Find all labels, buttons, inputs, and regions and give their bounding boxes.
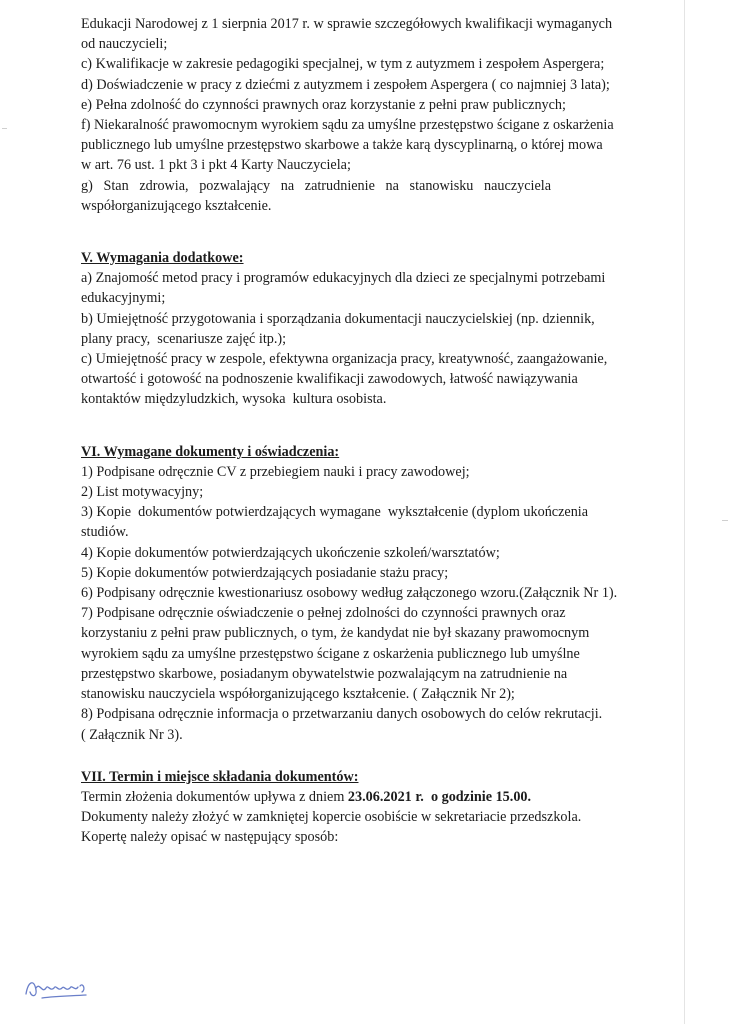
text-line: studiów. (81, 524, 129, 541)
document-body (81, 14, 631, 848)
requirement-g: g) Stan zdrowia, pozwalający na zatrudnienie na stanowisku nauczyciela (81, 177, 551, 194)
deadline-prefix: Termin złożenia dokumentów upływa z dniem (81, 788, 348, 805)
section-heading: V. Wymagania dodatkowe: (81, 250, 244, 267)
spacer (81, 410, 631, 442)
deadline-separator (424, 789, 431, 805)
spacer (81, 216, 631, 248)
requirement-c: c) Kwalifikacje w zakresie pedagogiki specjalnej, w tym z autyzmem i zespołem Aspergera; (81, 56, 605, 73)
handwritten-signature (20, 972, 100, 1002)
section-deadline-place (81, 767, 631, 848)
list-item: c) Umiejętność pracy w zespole, efektywna organizacja pracy, kreatywność, zaangażowanie, (81, 351, 608, 368)
deadline-date: 23.06.2021 r. (347, 788, 424, 805)
text-line: Kopertę należy opisać w następujący sposób: (81, 829, 339, 846)
requirement-e: e) Pełna zdolność do czynności prawnych oraz korzystanie z pełni praw publicznych; (81, 96, 566, 113)
text-line: Dokumenty należy złożyć w zamkniętej kopercie osobiście w sekretariacie przedszkola. (81, 809, 582, 826)
text-line: publicznego lub umyślne przestępstwo skarbowe a także karą dyscyplinarną, o której mowa (81, 137, 603, 154)
text-line: otwartość i gotowość na podnoszenie kwalifikacji zawodowych, łatwość nawiązywania (81, 371, 578, 388)
text-line: kontaktów międzyludzkich, wysoka kultura osobista. (81, 391, 387, 408)
section-heading: VI. Wymagane dokumenty i oświadczenia: (81, 443, 340, 460)
scan-margin-line (684, 0, 685, 1024)
requirement-f: f) Niekaralność prawomocnym wyrokiem sądu za umyślne przestępstwo ścigane z oskarżenia (81, 117, 614, 134)
scan-margin-tick (722, 520, 728, 521)
list-item: b) Umiejętność przygotowania i sporządzania dokumentacji nauczycielskiej (np. dziennik, (81, 310, 595, 327)
text-line: przestępstwo skarbowe, posiadanym obywatelstwie pozwalającym na zatrudnienie na (81, 665, 568, 682)
text-line: od nauczycieli; (81, 36, 168, 53)
text-line: plany pracy, scenariusze zajęć itp.); (81, 330, 287, 347)
text-line: ( Załącznik Nr 3). (81, 726, 183, 743)
list-item: 7) Podpisane odręcznie oświadczenie o pełnej zdolności do czynności prawnych oraz (81, 605, 566, 622)
list-item: 6) Podpisany odręcznie kwestionariusz osobowy według załączonego wzoru.(Załącznik Nr 1). (81, 585, 618, 602)
list-item: 1) Podpisane odręcznie CV z przebiegiem nauki i pracy zawodowej; (81, 463, 470, 480)
list-item: 5) Kopie dokumentów potwierdzających posiadanie stażu pracy; (81, 564, 449, 581)
text-line: współorganizującego kształcenie. (81, 197, 272, 214)
list-item: 2) List motywacyjny; (81, 484, 204, 501)
deadline-line (81, 787, 631, 807)
deadline-time: o godzinie 15.00. (430, 788, 532, 805)
scan-left-tick (2, 128, 7, 129)
list-item: 8) Podpisana odręcznie informacja o przetwarzaniu danych osobowych do celów rekrutacji. (81, 706, 603, 723)
text-line: wyrokiem sądu za umyślne przestępstwo ścigane z oskarżenia publicznego lub umyślne (81, 645, 580, 662)
list-item: 4) Kopie dokumentów potwierdzających ukończenie szkoleń/warsztatów; (81, 544, 500, 561)
section-heading: VII. Termin i miejsce składania dokumentów: (81, 768, 359, 785)
text-line: korzystaniu z pełni praw publicznych, o tym, że kandydat nie był skazany prawomocnym (81, 625, 590, 642)
text-line: stanowisku nauczyciela współorganizującego kształcenie. ( Załącznik Nr 2); (81, 686, 515, 703)
text-line: edukacyjnymi; (81, 290, 166, 307)
spacer (81, 745, 631, 767)
section-required-documents (81, 442, 631, 745)
requirement-d: d) Doświadczenie w pracy z dziećmi z autyzmem i zespołem Aspergera ( co najmniej 3 lata); (81, 76, 610, 93)
list-item: 3) Kopie dokumentów potwierdzających wymagane wykształcenie (dyplom ukończenia (81, 504, 589, 521)
intro-block (81, 14, 631, 216)
text-line: Edukacji Narodowej z 1 sierpnia 2017 r. w sprawie szczegółowych kwalifikacji wymaganych (81, 16, 613, 32)
text-line: w art. 76 ust. 1 pkt 3 i pkt 4 Karty Nauczyciela; (81, 157, 351, 174)
section-additional-requirements (81, 248, 631, 410)
list-item: a) Znajomość metod pracy i programów edukacyjnych dla dzieci ze specjalnymi potrzebami (81, 270, 606, 287)
